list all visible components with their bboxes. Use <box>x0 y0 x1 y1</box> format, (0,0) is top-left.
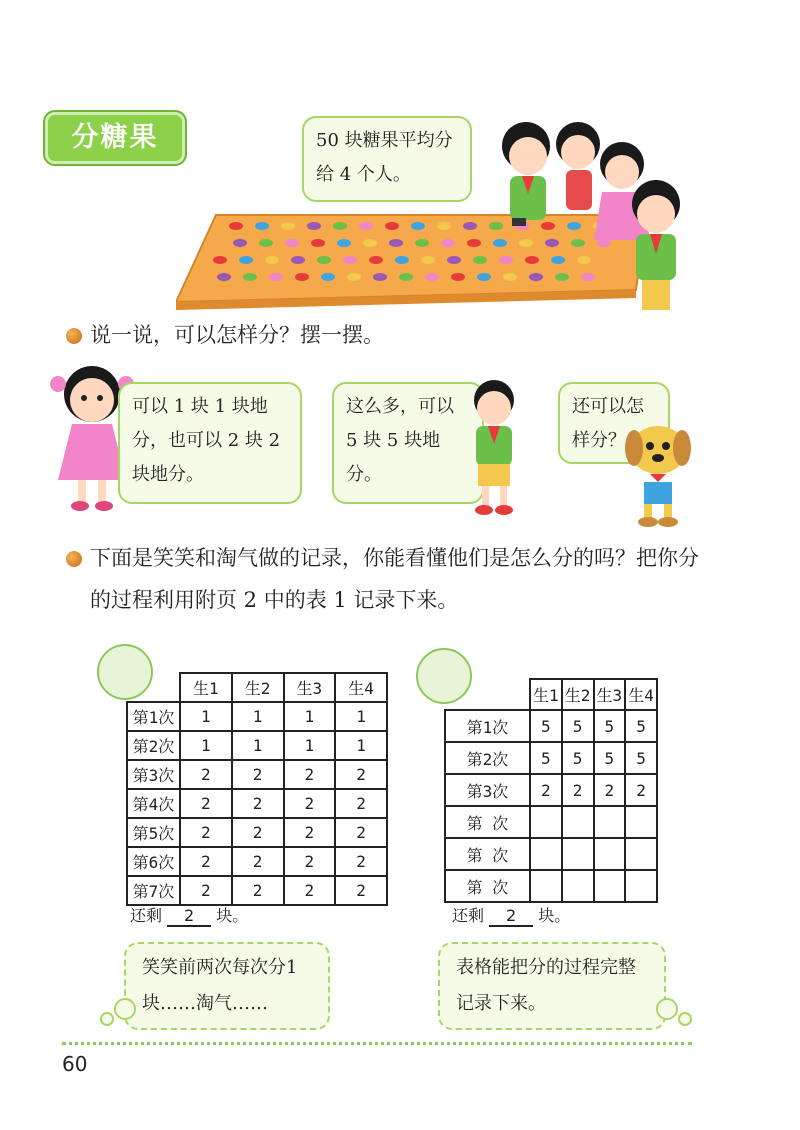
row-label: 第3次 <box>127 760 180 789</box>
xiaoxiao-note-text: 笑笑前两次每次分1块……淘气…… <box>142 957 298 1014</box>
candy-icon <box>217 273 231 281</box>
remain-suffix: 块。 <box>538 906 571 925</box>
row-label: 第 次 <box>445 806 530 838</box>
table-cell: 1 <box>335 702 387 731</box>
header-cell: 生1 <box>530 679 562 710</box>
table-row <box>445 742 657 774</box>
candy-icon <box>347 273 361 281</box>
taoqi-note <box>438 942 666 1030</box>
table-cell: 2 <box>180 818 232 847</box>
girl-speech-bubble <box>118 382 302 504</box>
bullet-icon <box>66 328 82 344</box>
xiaoxiao-note <box>124 942 330 1030</box>
taoqi-note-text: 表格能把分的过程完整记录下来。 <box>456 957 636 1014</box>
remain-prefix: 还剩 <box>452 906 485 925</box>
table-cell: 2 <box>284 847 336 876</box>
candy-icon <box>259 239 273 247</box>
table-row <box>127 731 387 760</box>
candy-icon <box>291 256 305 264</box>
row-label: 第1次 <box>127 702 180 731</box>
table-cell: 5 <box>594 742 626 774</box>
table-cell: 2 <box>594 774 626 806</box>
question-2-text: 下面是笑笑和淘气做的记录，你能看懂他们是怎么分的吗？把你分的过程利用附页 2 中的表 1 记录下来。 <box>90 546 699 612</box>
remain-suffix: 块。 <box>216 906 249 925</box>
candy-icon <box>369 256 383 264</box>
row-label: 第2次 <box>445 742 530 774</box>
candy-icon <box>447 256 461 264</box>
boy-illustration <box>462 378 528 516</box>
table-cell: 2 <box>180 760 232 789</box>
table-row <box>127 818 387 847</box>
header-cell: 生4 <box>335 673 387 702</box>
table-cell: 2 <box>180 847 232 876</box>
candy-icon <box>363 239 377 247</box>
girl-speech-text: 可以 1 块 1 块地分，也可以 2 块 2 块地分。 <box>132 396 281 485</box>
row-label: 第2次 <box>127 731 180 760</box>
table-cell: 2 <box>335 818 387 847</box>
table-cell: 1 <box>335 731 387 760</box>
candy-icon <box>281 222 295 230</box>
xiaoxiao-record-table <box>126 672 388 906</box>
table-cell: 2 <box>232 847 284 876</box>
boy-speech-text: 这么多，可以 5 块 5 块地分。 <box>346 396 454 485</box>
candy-icon <box>285 239 299 247</box>
table-row <box>445 710 657 742</box>
candy-icon <box>441 239 455 247</box>
table-cell: 1 <box>180 731 232 760</box>
table-cell <box>594 870 626 902</box>
row-label: 第5次 <box>127 818 180 847</box>
table-cell: 1 <box>232 731 284 760</box>
candy-icon <box>421 256 435 264</box>
candy-icon <box>373 273 387 281</box>
candy-icon <box>385 222 399 230</box>
candy-icon <box>451 273 465 281</box>
candy-icon <box>317 256 331 264</box>
table-row <box>127 760 387 789</box>
table-cell: 2 <box>284 876 336 905</box>
table-cell: 5 <box>530 710 562 742</box>
table-cell <box>625 870 657 902</box>
table-cell <box>562 870 594 902</box>
table-cell <box>625 806 657 838</box>
table-cell: 1 <box>180 702 232 731</box>
table-cell: 1 <box>284 702 336 731</box>
table-cell: 2 <box>232 818 284 847</box>
candy-icon <box>229 222 243 230</box>
candy-icon <box>477 273 491 281</box>
row-label: 第4次 <box>127 789 180 818</box>
candy-icon <box>437 222 451 230</box>
page-number: 60 <box>62 1052 88 1076</box>
table-cell: 2 <box>625 774 657 806</box>
table-row <box>127 847 387 876</box>
table-cell: 1 <box>232 702 284 731</box>
table-cell: 2 <box>284 760 336 789</box>
table-cell: 5 <box>562 742 594 774</box>
table-row <box>445 870 657 902</box>
header-cell: 生3 <box>284 673 336 702</box>
row-label: 第 次 <box>445 838 530 870</box>
table-cell: 5 <box>594 710 626 742</box>
table-row <box>445 774 657 806</box>
header-cell: 生2 <box>562 679 594 710</box>
candy-icon <box>359 222 373 230</box>
candy-icon <box>255 222 269 230</box>
candy-icon <box>333 222 347 230</box>
table-cell <box>625 838 657 870</box>
candy-icon <box>307 222 321 230</box>
table-cell: 2 <box>562 774 594 806</box>
table-cell: 5 <box>562 710 594 742</box>
remain-prefix: 还剩 <box>130 906 163 925</box>
candy-icon <box>311 239 325 247</box>
table-cell: 2 <box>335 876 387 905</box>
question-1-text: 说一说，可以怎样分？摆一摆。 <box>90 323 384 347</box>
table-row <box>445 838 657 870</box>
thought-dot <box>678 1012 692 1026</box>
candy-icon <box>415 239 429 247</box>
row-label: 第 次 <box>445 870 530 902</box>
table-row <box>445 806 657 838</box>
table-cell: 2 <box>232 760 284 789</box>
row-label: 第3次 <box>445 774 530 806</box>
lesson-title: 分糖果 <box>45 112 185 164</box>
table-cell: 2 <box>335 760 387 789</box>
candy-icon <box>343 256 357 264</box>
table-row <box>127 876 387 905</box>
row-label: 第1次 <box>445 710 530 742</box>
candy-icon <box>395 256 409 264</box>
candy-icon <box>269 273 283 281</box>
table-cell: 2 <box>232 789 284 818</box>
candy-icon <box>337 239 351 247</box>
thought-dot <box>114 998 136 1020</box>
table-cell: 2 <box>232 876 284 905</box>
bullet-icon <box>66 551 82 567</box>
candy-icon <box>239 256 253 264</box>
table-cell: 2 <box>335 847 387 876</box>
table-cell <box>530 806 562 838</box>
header-cell: 生1 <box>180 673 232 702</box>
header-cell: 生4 <box>625 679 657 710</box>
candy-icon <box>399 273 413 281</box>
xiaoxiao-remain-line <box>130 903 248 927</box>
table-cell: 5 <box>625 710 657 742</box>
candy-icon <box>233 239 247 247</box>
row-label: 第7次 <box>127 876 180 905</box>
candy-icon <box>467 239 481 247</box>
table-cell: 2 <box>284 818 336 847</box>
table-cell: 5 <box>625 742 657 774</box>
header-cell: 生3 <box>594 679 626 710</box>
table-row <box>127 702 387 731</box>
dog-illustration <box>614 420 700 528</box>
table-cell: 1 <box>284 731 336 760</box>
table-cell: 2 <box>180 789 232 818</box>
candy-icon <box>411 222 425 230</box>
table-cell <box>562 806 594 838</box>
children-group-illustration <box>490 108 690 313</box>
candy-icon <box>213 256 227 264</box>
table-cell <box>594 806 626 838</box>
table-cell <box>594 838 626 870</box>
table-row <box>127 789 387 818</box>
table-cell <box>530 838 562 870</box>
footer-divider <box>62 1042 692 1045</box>
candy-icon <box>473 256 487 264</box>
candy-icon <box>295 273 309 281</box>
candy-icon <box>265 256 279 264</box>
intro-speech-bubble <box>302 116 472 202</box>
candy-icon <box>321 273 335 281</box>
candy-icon <box>425 273 439 281</box>
table-cell: 5 <box>530 742 562 774</box>
header-cell: 生2 <box>232 673 284 702</box>
row-label: 第6次 <box>127 847 180 876</box>
candy-icon <box>243 273 257 281</box>
taoqi-record-table <box>444 678 658 903</box>
remain-value: 2 <box>167 906 211 927</box>
intro-speech-text: 50 块糖果平均分给 4 个人。 <box>316 130 453 185</box>
thought-dot <box>100 1012 114 1026</box>
remain-value: 2 <box>489 906 533 927</box>
table-cell <box>562 838 594 870</box>
table-cell: 2 <box>180 876 232 905</box>
thought-dot <box>656 998 678 1020</box>
candy-icon <box>389 239 403 247</box>
taoqi-remain-line <box>452 903 570 927</box>
dog-speech-text: 还可以怎样分？ <box>572 396 644 451</box>
table-cell <box>530 870 562 902</box>
table-cell: 2 <box>284 789 336 818</box>
candy-icon <box>463 222 477 230</box>
table-cell: 2 <box>335 789 387 818</box>
table-cell: 2 <box>530 774 562 806</box>
